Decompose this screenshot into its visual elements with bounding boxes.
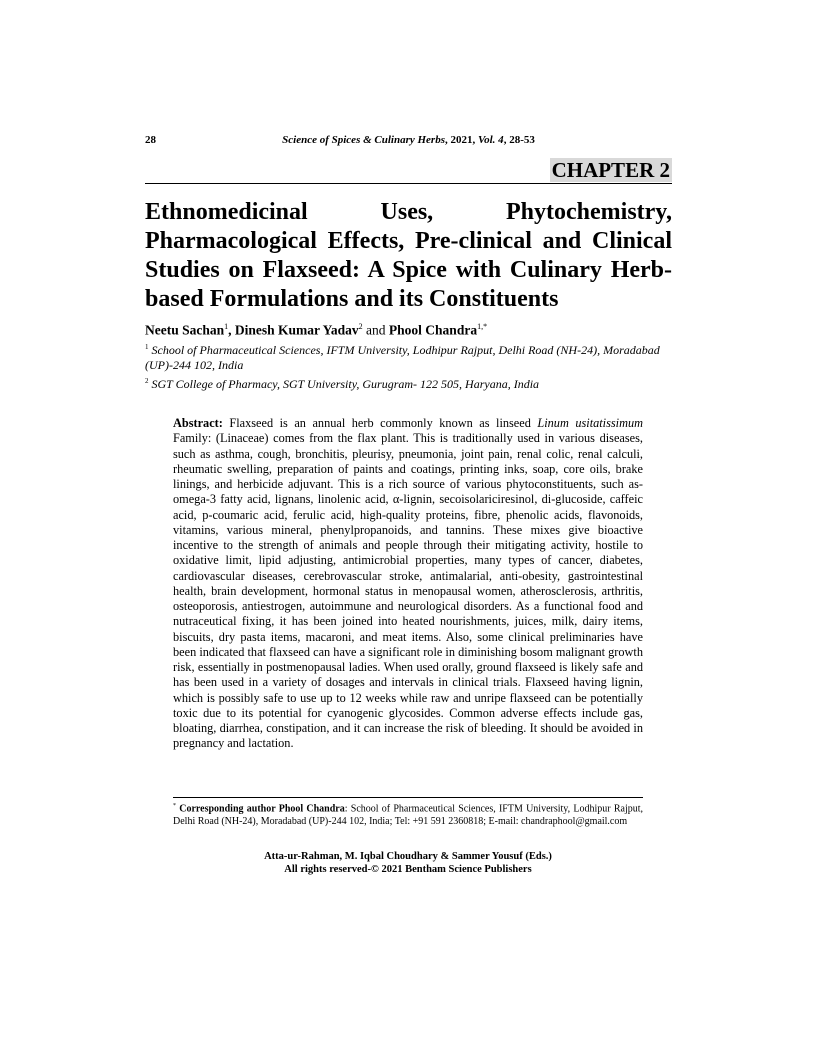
affiliation-text: School of Pharmaceutical Sciences, IFTM University, Lodhipur Rajput, Delhi Road (NH-24), Moradabad (UP)-244 102, India: [145, 343, 660, 372]
copyright-line: All rights reserved-© 2021 Bentham Science Publishers: [284, 863, 532, 875]
footnote-mark: *: [173, 803, 176, 809]
corresponding-author-footnote: [173, 800, 643, 828]
author-separator: and: [362, 322, 389, 338]
journal-citation: [145, 133, 672, 147]
affiliation-mark: 1: [145, 343, 149, 351]
chapter-label: CHAPTER 2: [551, 158, 670, 182]
journal-pages: , 28-53: [503, 134, 535, 146]
abstract: [173, 416, 643, 752]
author-name: Neetu Sachan: [145, 322, 225, 338]
affiliation-text: SGT College of Pharmacy, SGT University, Gurugram- 122 505, Haryana, India: [151, 377, 540, 391]
title-line-2: Pharmacological Effects, Pre-clinical and Clinical: [145, 228, 672, 254]
footnote-label: Corresponding author Phool Chandra: [179, 803, 345, 815]
title-line-4: based Formulations and its Constituents: [145, 286, 559, 312]
author-list: [145, 318, 672, 339]
author-affiliation-mark: 1,*: [477, 322, 488, 331]
journal-volume: Vol. 4: [478, 134, 504, 146]
journal-year: , 2021,: [445, 134, 478, 146]
title-line-3: Studies on Flaxseed: A Spice with Culinary Herb-: [145, 257, 672, 283]
article-title: [145, 198, 672, 314]
publisher-info: [173, 851, 643, 876]
title-line-1: [145, 198, 672, 227]
title-word: Ethnomedicinal: [145, 199, 308, 225]
abstract-intro: Flaxseed is an annual herb commonly known as linseed: [222, 416, 538, 430]
affiliation-2: [145, 374, 672, 392]
author-name: Phool Chandra: [388, 322, 478, 338]
abstract-label: Abstract:: [173, 416, 223, 430]
footnote-divider: [173, 797, 643, 798]
title-word: Phytochemistry,: [506, 199, 672, 225]
author-affiliation-mark: 1: [224, 322, 229, 331]
journal-name: Science of Spices & Culinary Herbs: [282, 134, 445, 146]
editors-line: Atta-ur-Rahman, M. Iqbal Choudhary & Sammer Yousuf (Eds.): [264, 851, 552, 862]
affiliation-mark: 2: [145, 377, 149, 385]
abstract-body: Family: (Linaceae) comes from the flax plant. This is traditionally used in various diseases, such as asthma, cough, bronchitis, pleurisy, pneumonia, joint pain, renal colic, renal calculi, rheumatic swelling, preparation of paints and coatings, printing inks, soap, core oils, brake linings, and herbicide adjuvant. This is a rich source of various phytoconstituents, such as- omega-3 fatty acid, lignans, linolenic acid, α-lignin, secoisolariciresinol, di-glucoside, caffeic acid, p-coumaric acid, ferulic acid, high-quality proteins, fibre, phenolic acids, flavonoids, vitamins, various mineral, phenylpropanoids, and tannins. These mixes give bioactive incentive to the strength of animals and people through their mitigating activity, hostile to oxidative limit, lipid adjusting, antimicrobial properties, many types of cancer, diabetes, cardiovascular diseases, cerebrovascular stroke, antimalarial, anti-obesity, gastrointestinal health, brain development, hormonal status in menopausal women, atherosclerosis, arthritis, osteoporosis, antiestrogen, autoimmune and neurological disorders. As a functional food and nutraceutical fixing, it has been joined into heated nourishments, juices, milk, dairy items, biscuits, dry pasta items, macaroni, and meat items. Also, some clinical preliminaries have been indicated that flaxseed can have a significant role in diminishing bosom malignant growth risk, essentially in postmenopausal ladies. When used orally, ground flaxseed is likely safe and has been used in a variety of dosages and intervals in clinical trials. Flaxseed having lignin, which is possibly safe to use up to 12 weeks while raw and unripe flaxseed can be potentially toxic due to its potential for cyanogenic glycosides. Common adverse effects include gas, bloating, diarrhea, constipation, and it can increase the risk of bleeding. It should be avoided in pregnancy and lactation.: [173, 431, 643, 751]
author-separator: ,: [228, 322, 235, 338]
author-name: Dinesh Kumar Yadav: [234, 322, 359, 338]
page-number: 28: [145, 134, 156, 146]
title-word: Uses,: [380, 199, 434, 225]
affiliation-1: [145, 340, 672, 372]
footnote-text: : School of Pharmaceutical Sciences, IFTM University, Lodhipur Rajput, Delhi Road (NH-24), Moradabad (UP)-244 102, India; Tel: +91 591 2360818; E-mail: chandraphool@gmail.com: [173, 803, 644, 827]
chapter-divider: [145, 183, 672, 184]
species-name: Linum usitatissimum: [537, 416, 643, 430]
author-affiliation-mark: 2: [358, 322, 363, 331]
